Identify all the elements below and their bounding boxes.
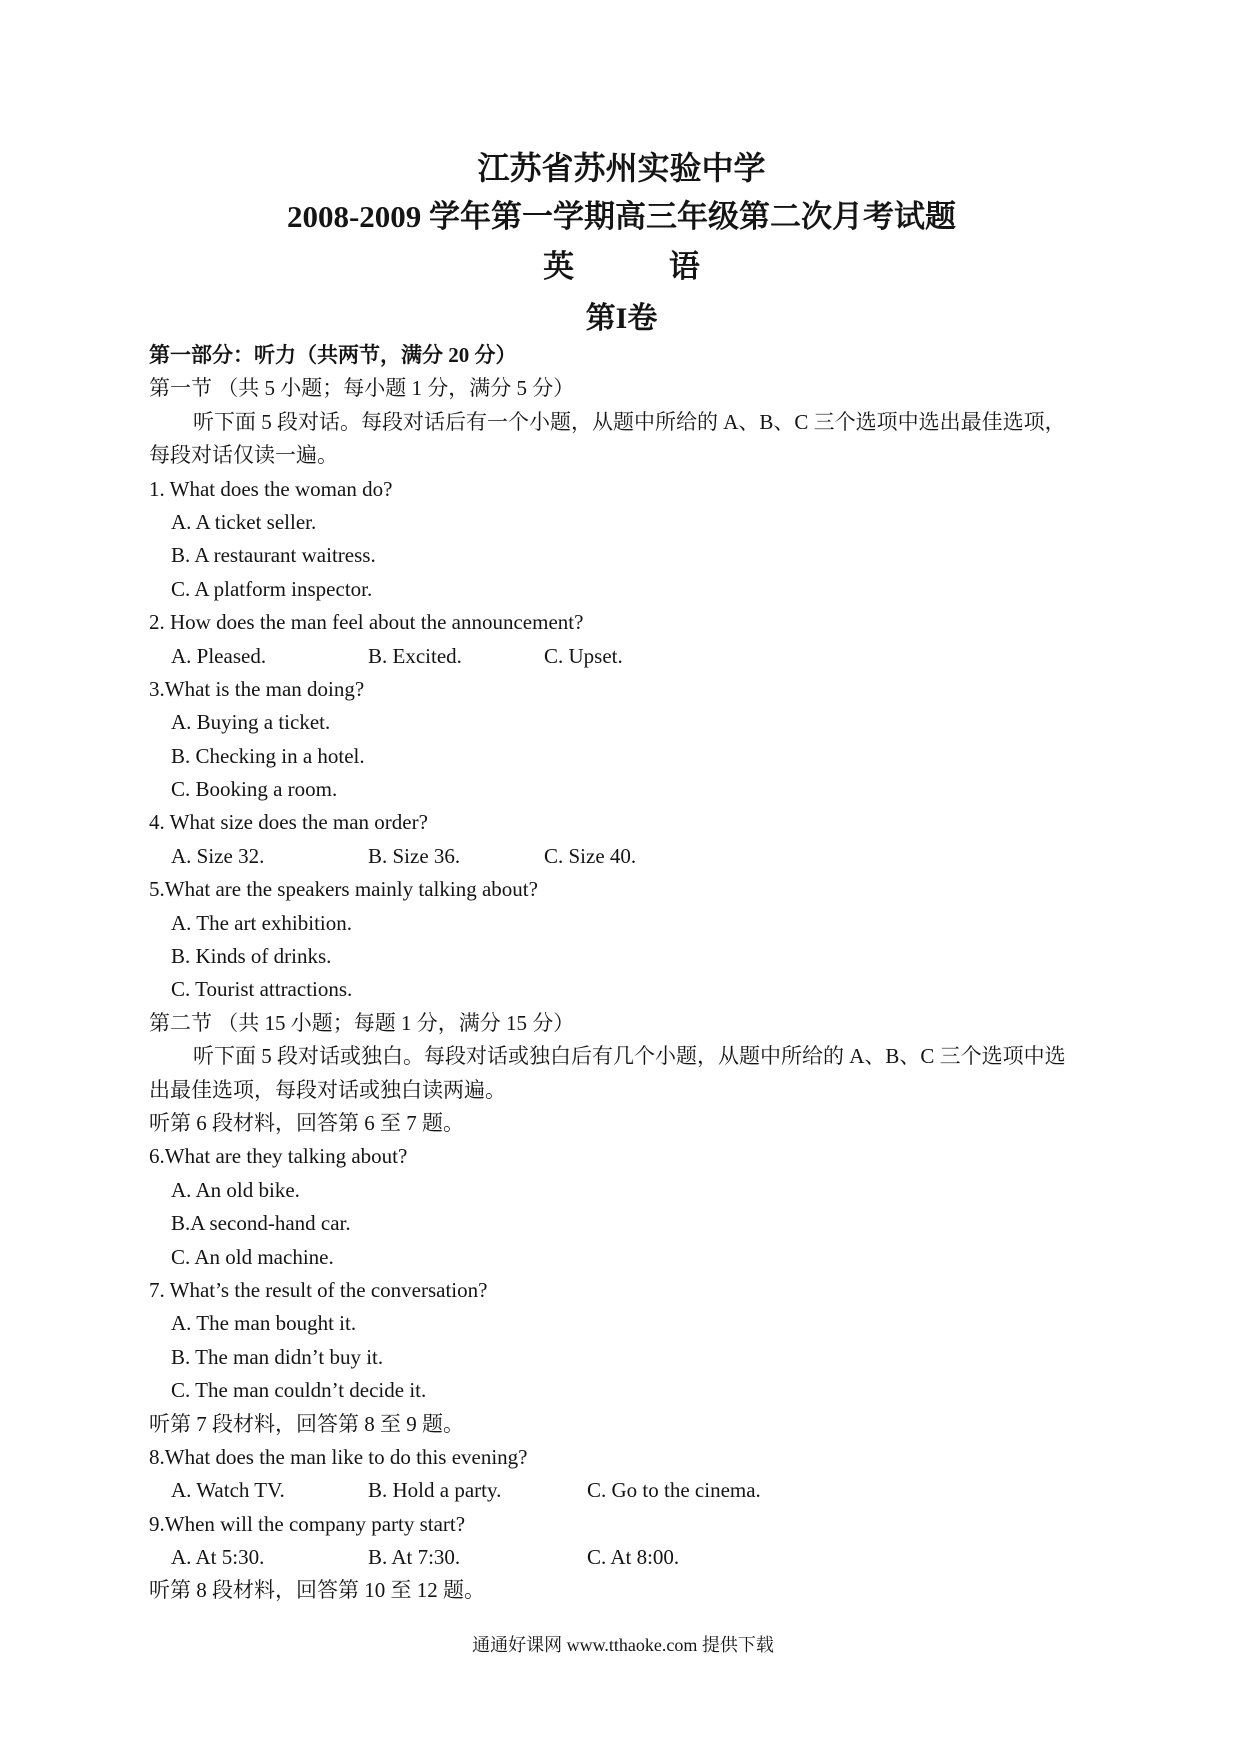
q8-stem: 8.What does the man like to do this evening? [149, 1444, 528, 1469]
q1-option-c: C. A platform inspector. [171, 576, 373, 601]
q9-options-row [149, 1541, 1129, 1574]
q8-option-c: C. Go to the cinema. [587, 1478, 761, 1503]
volume-title: 第I卷 [585, 302, 658, 335]
q6-option-b: B.A second-hand car. [171, 1211, 351, 1236]
q3-stem: 3.What is the man doing? [149, 676, 365, 701]
material-8-note: 听第 8 段材料，回答第 10 至 12 题。 [149, 1578, 485, 1603]
q4-option-a: A. Size 32. [171, 843, 265, 868]
q1-stem: 1. What does the woman do? [149, 476, 393, 501]
q5-option-a: A. The art exhibition. [171, 910, 352, 935]
q7-option-b: B. The man didn’t buy it. [171, 1344, 384, 1369]
q2-options-row [149, 640, 1129, 673]
q4-option-b: B. Size 36. [368, 843, 461, 868]
q2-option-a: A. Pleased. [171, 643, 267, 668]
q4-option-c: C. Size 40. [544, 843, 637, 868]
q8-option-b: B. Hold a party. [368, 1478, 502, 1503]
q6-option-c: C. An old machine. [171, 1244, 334, 1269]
q2-option-c: C. Upset. [544, 643, 623, 668]
q3-option-c: C. Booking a room. [171, 777, 338, 802]
exam-content [149, 339, 1129, 1608]
q9-option-c: C. At 8:00. [587, 1545, 680, 1570]
material-6-note: 听第 6 段材料，回答第 6 至 7 题。 [149, 1110, 464, 1135]
page-footer: 通通好课网 www.tthaoke.com 提供下载 [472, 1635, 774, 1655]
q9-stem: 9.When will the company party start? [149, 1511, 466, 1536]
q7-option-c: C. The man couldn’t decide it. [171, 1378, 427, 1403]
q9-option-a: A. At 5:30. [171, 1545, 265, 1570]
q1-option-b: B. A restaurant waitress. [171, 543, 376, 568]
section-2-instructions-line-1: 听下面 5 段对话或独白。每段对话或独白后有几个小题，从题中所给的 A、B、C 三个选项中选 [193, 1044, 1066, 1069]
section-1-instructions-line-2: 每段对话仅读一遍。 [149, 443, 338, 468]
q8-option-a: A. Watch TV. [171, 1478, 285, 1503]
q3-option-b: B. Checking in a hotel. [171, 743, 365, 768]
q1-option-a: A. A ticket seller. [171, 509, 317, 534]
section-2-instructions-line-2: 出最佳选项，每段对话或独白读两遍。 [149, 1077, 506, 1102]
q4-stem: 4. What size does the man order? [149, 810, 428, 835]
q5-option-b: B. Kinds of drinks. [171, 944, 332, 969]
section-1-instructions-line-1: 听下面 5 段对话。每段对话后有一个小题，从题中所给的 A、B、C 三个选项中选出最佳选项， [193, 409, 1066, 434]
q6-option-a: A. An old bike. [171, 1177, 300, 1202]
q2-stem: 2. How does the man feel about the announcement? [149, 610, 584, 635]
q6-stem: 6.What are they talking about? [149, 1144, 408, 1169]
school-name: 江苏省苏州实验中学 [477, 150, 766, 186]
q5-stem: 5.What are the speakers mainly talking about? [149, 877, 538, 902]
q5-option-c: C. Tourist attractions. [171, 977, 353, 1002]
q8-options-row [149, 1474, 1129, 1507]
q7-stem: 7. What’s the result of the conversation? [149, 1277, 488, 1302]
subject-title: 英 语 [543, 249, 700, 284]
q9-option-b: B. At 7:30. [368, 1545, 461, 1570]
section-2-heading: 第二节 （共 15 小题；每题 1 分，满分 15 分） [149, 1010, 575, 1035]
part-heading: 第一部分：听力（共两节，满分 20 分） [149, 343, 517, 367]
material-7-note: 听第 7 段材料，回答第 8 至 9 题。 [149, 1411, 464, 1436]
q3-option-a: A. Buying a ticket. [171, 710, 331, 735]
q4-options-row [149, 840, 1129, 873]
q7-option-a: A. The man bought it. [171, 1311, 357, 1336]
q2-option-b: B. Excited. [368, 643, 462, 668]
exam-title: 2008-2009 学年第一学期高三年级第二次月考试题 [286, 199, 957, 234]
section-1-heading: 第一节 （共 5 小题；每小题 1 分，满分 5 分） [149, 376, 575, 401]
